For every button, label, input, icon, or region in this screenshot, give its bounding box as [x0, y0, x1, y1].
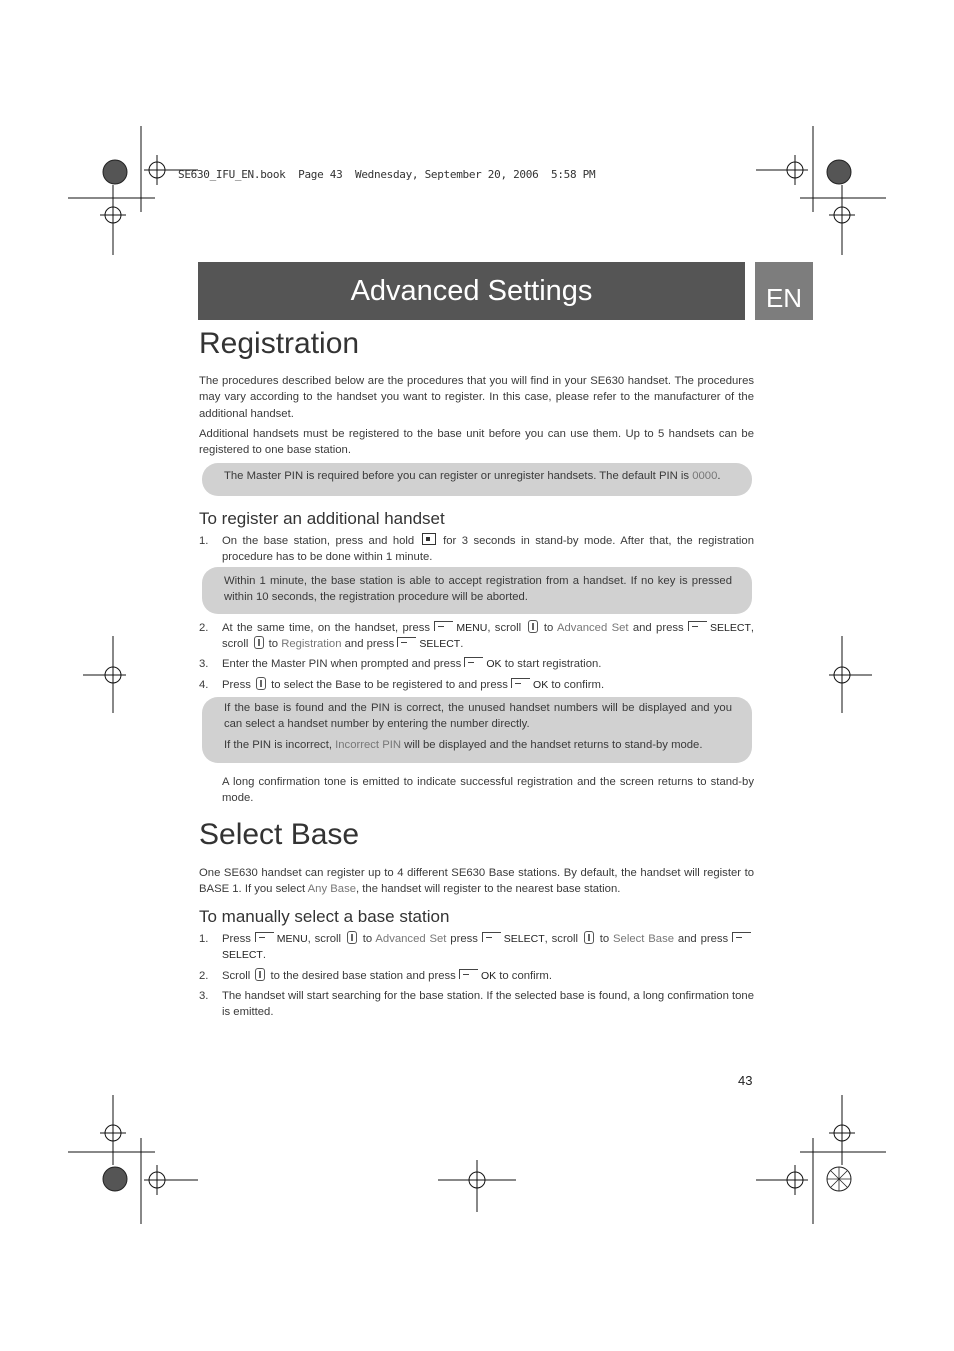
step-text: to start registration.	[501, 658, 602, 670]
select-key-label: SELECT	[222, 949, 263, 962]
menu-key-label: MENU	[276, 933, 308, 945]
step-text: , scroll	[307, 933, 345, 945]
note-text: will be displayed and the handset returns to stand-by mode.	[401, 738, 703, 751]
list-item	[199, 620, 754, 653]
list-item	[199, 677, 754, 693]
menu-advanced-set: Advanced Set	[375, 933, 447, 945]
menu-advanced-set: Advanced Set	[556, 622, 629, 634]
step-text: , scroll	[487, 622, 526, 634]
scroll-key-icon	[347, 931, 357, 944]
ok-key-label: OK	[533, 679, 549, 691]
section-title-bar	[198, 262, 745, 320]
step-text: to	[595, 933, 614, 945]
softkey-icon	[255, 932, 275, 943]
list-item	[199, 656, 754, 672]
step-text: to	[265, 638, 282, 651]
step-text: , scroll	[544, 933, 582, 945]
ok-key-label: OK	[486, 658, 502, 670]
list-item	[199, 968, 754, 984]
step-number: 3.	[199, 990, 209, 1002]
step-text: The handset will start searching for the base station. If the selected base is found, a long confirmation tone is emitted.	[222, 990, 754, 1019]
step-text: On the base station, press and hold	[222, 535, 420, 547]
step-text: to	[539, 622, 557, 634]
step-text: to confirm.	[548, 679, 605, 691]
step-text: and press	[674, 933, 733, 945]
step-number: 2.	[199, 622, 209, 634]
section-title: Advanced Settings	[350, 274, 593, 307]
softkey-icon	[459, 969, 479, 980]
list-item	[199, 931, 754, 964]
softkey-icon	[732, 932, 752, 943]
step-text: Press	[222, 679, 255, 691]
step-text: Press	[222, 933, 255, 945]
menu-any-base: Any Base	[307, 883, 356, 896]
confirmation-text: A long confirmation tone is emitted to indicate successful registration and the screen returns to stand-by mode.	[222, 776, 754, 805]
select-key-label: SELECT	[710, 622, 751, 634]
select-key-label: SELECT	[419, 638, 461, 651]
paragraph-text: , the handset will register to the nearest base station.	[356, 883, 621, 896]
softkey-icon	[464, 657, 484, 668]
note-base-found	[202, 697, 752, 763]
default-pin-value: 0000	[692, 470, 718, 482]
menu-key-label: MENU	[456, 622, 488, 634]
intercom-key-icon	[422, 533, 436, 545]
scroll-key-icon	[584, 931, 594, 944]
menu-select-base: Select Base	[613, 933, 675, 945]
step-number: 2.	[199, 970, 209, 982]
softkey-icon	[688, 621, 708, 632]
softkey-icon	[482, 932, 502, 943]
step-number: 4.	[199, 679, 209, 691]
registration-heading: Registration	[199, 327, 360, 360]
select-base-paragraph	[199, 865, 754, 898]
select-base-heading: Select Base	[199, 818, 360, 851]
language-tab	[755, 262, 813, 320]
step-text: to select the Base to be registered to and press	[268, 679, 512, 691]
step-text: to	[358, 933, 376, 945]
page-number: 43	[738, 1073, 753, 1088]
registration-paragraph-2: Additional handsets must be registered to the base unit before you can use them. Up to 5 handsets can be registered to one base station.	[199, 428, 754, 457]
step-text: .	[460, 638, 464, 651]
select-key-label: SELECT	[503, 933, 545, 945]
incorrect-pin-message: Incorrect PIN	[335, 738, 402, 751]
list-item	[199, 533, 754, 566]
step-text: and press	[341, 638, 398, 651]
note-one-minute	[202, 567, 752, 614]
step-text: Enter the Master PIN when prompted and press	[222, 658, 465, 670]
step-text: and press	[628, 622, 689, 634]
select-base-subheading: To manually select a base station	[199, 907, 450, 926]
step-text: Scroll	[222, 970, 254, 982]
register-handset-subheading: To register an additional handset	[199, 509, 445, 528]
ok-key-label: OK	[480, 970, 497, 982]
step-text: .	[262, 949, 266, 962]
scroll-key-icon	[255, 968, 265, 981]
step-text: to the desired base station and press	[267, 970, 459, 982]
language-tab-label: EN	[765, 283, 803, 313]
step-number: 3.	[199, 658, 209, 670]
step-number: 1.	[199, 933, 209, 945]
menu-registration: Registration	[281, 638, 342, 651]
list-item	[199, 988, 754, 1021]
step-text: for 3 seconds in stand-by mode. After that, the registration procedure has to be done within 1 minute.	[222, 535, 754, 564]
scroll-key-icon	[254, 636, 264, 649]
scroll-key-icon	[256, 677, 266, 690]
note-text: If the base is found and the PIN is correct, the unused handset numbers will be displayed and you can select a handset number by entering the number directly.	[224, 702, 732, 731]
step-text: , scroll	[222, 622, 755, 651]
step-text: press	[446, 933, 482, 945]
print-header: SE630_IFU_EN.book Page 43 Wednesday, September 20, 2006 5:58 PM	[178, 168, 596, 181]
paragraph-text: One SE630 handset can register up to 4 different SE630 Base stations. By default, the handset will register to BASE 1. If you select	[199, 867, 754, 896]
scroll-key-icon	[528, 620, 538, 633]
softkey-icon	[511, 678, 531, 689]
registration-paragraph-1: The procedures described below are the procedures that you will find in your SE630 handset. The procedures may vary according to the handset you want to register. In this case, please refer to the manufacturer of the additional handset.	[199, 375, 754, 420]
note-text: The Master PIN is required before you can register or unregister handsets. The default PIN is	[224, 470, 693, 482]
softkey-icon	[434, 621, 454, 632]
note-text: Within 1 minute, the base station is able to accept registration from a handset. If no key is pressed within 10 seconds, the registration procedure will be aborted.	[224, 575, 732, 604]
step-number: 1.	[199, 535, 209, 547]
step-text: At the same time, on the handset, press	[222, 622, 435, 634]
step-text: to confirm.	[496, 970, 552, 982]
softkey-icon	[397, 637, 417, 648]
note-master-pin: The Master PIN is required before you can register or unregister handsets. The default PIN is 0000.	[202, 463, 752, 496]
note-text: If the PIN is incorrect,	[224, 738, 336, 751]
